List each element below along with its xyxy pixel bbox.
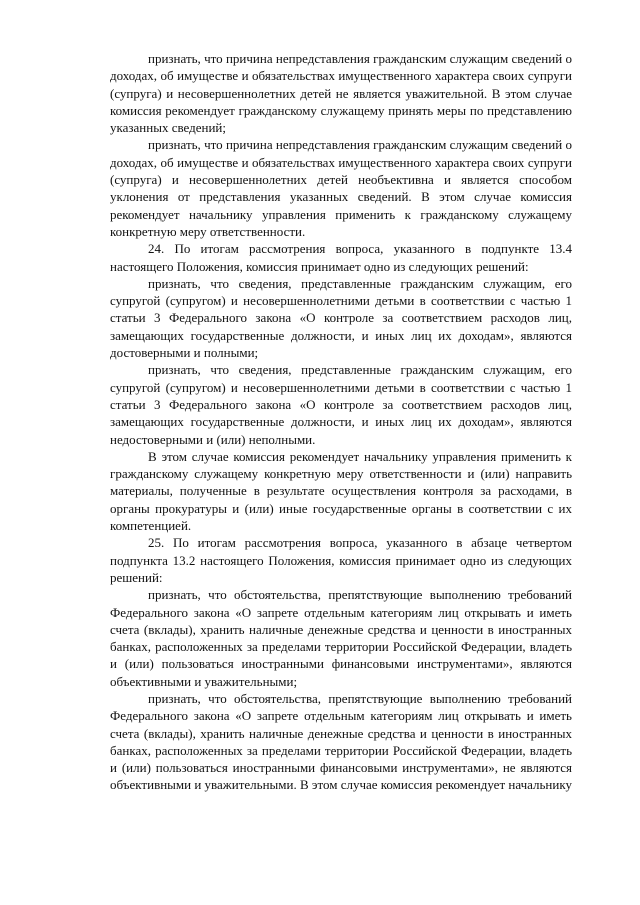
paragraph-7: 25. По итогам рассмотрения вопроса, указанного в абзаце четвертом подпункта 13.2 настоящего Положения, комиссия принимает одно из следующих решений:	[110, 535, 572, 585]
paragraph-1: признать, что причина непредставления гражданским служащим сведений о доходах, об имуществе и обязательствах имущественного характера своих супруги (супруга) и несовершеннолетних детей не является уважительной. В этом случае комиссия рекомендует гражданскому служащему принять меры по представлению указанных сведений;	[110, 51, 572, 136]
paragraph-8: признать, что обстоятельства, препятствующие выполнению требований Федерального закона «О запрете отдельным категориям лиц открывать и иметь счета (вклады), хранить наличные денежные средства и ценности в иностранных банках, расположенных за пределами территории Российской Федерации, владеть и (или) пользоваться иностранными финансовыми инструментами», являются объективными и уважительными;	[110, 587, 572, 689]
document-body	[110, 50, 572, 794]
paragraph-2: признать, что причина непредставления гражданским служащим сведений о доходах, об имуществе и обязательствах имущественного характера своих супруги (супруга) и несовершеннолетних детей необъективна и является способом уклонения от представления указанных сведений. В этом случае комиссия рекомендует начальнику управления применить к гражданскому служащему конкретную меру ответственности.	[110, 137, 572, 239]
paragraph-3: 24. По итогам рассмотрения вопроса, указанного в подпункте 13.4 настоящего Положения, комиссия принимает одно из следующих решений:	[110, 241, 572, 274]
paragraph-6: В этом случае комиссия рекомендует начальнику управления применить к гражданскому служащему конкретную меру ответственности и (или) направить материалы, полученные в результате осуществления контроля за расходами, в органы прокуратуры и (или) иные государственные органы в соответствии с их компетенцией.	[110, 448, 572, 534]
paragraph-4: признать, что сведения, представленные гражданским служащим, его супругой (супругом) и несовершеннолетними детьми в соответствии с частью 1 статьи 3 Федерального закона «О контроле за соответствием расходов лиц, замещающих государственные должности, и иных лиц их доходам», являются достоверными и полными;	[110, 275, 572, 361]
paragraph-5: признать, что сведения, представленные гражданским служащим, его супругой (супругом) и несовершеннолетними детьми в соответствии с частью 1 статьи 3 Федерального закона «О контроле за соответствием расходов лиц, замещающих государственные должности, и иных лиц их доходам», являются недостоверными и (или) неполными.	[110, 362, 572, 447]
paragraph-9: признать, что обстоятельства, препятствующие выполнению требований Федерального закона «О запрете отдельным категориям лиц открывать и иметь счета (вклады), хранить наличные денежные средства и ценности в иностранных банках, расположенных за пределами территории Российской Федерации, владеть и (или) пользоваться иностранными финансовыми инструментами», не являются объективными и уважительными. В этом случае комиссия рекомендует начальнику	[110, 690, 572, 793]
